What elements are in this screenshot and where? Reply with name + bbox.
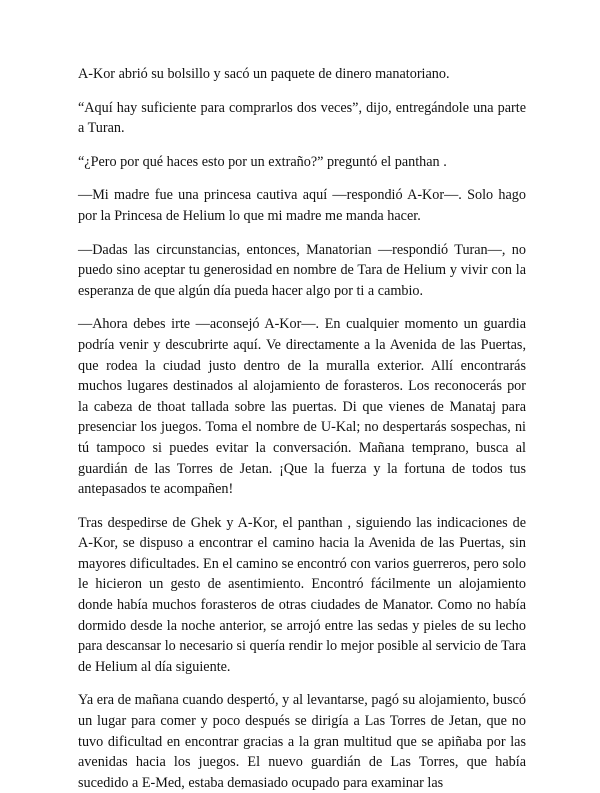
paragraph-7: Tras despedirse de Ghek y A-Kor, el panthan , siguiendo las indicaciones de A-Kor, se dispuso a encontrar el camino hacia la Avenida de las Puertas, sin mayores dificultades. En el camino se encontró con varios guerreros, pero solo le hicieron un gesto de asentimiento. Encontró fácilmente un alojamiento donde había muchos forasteros de otras ciudades de Manator. Como no había dormido desde la noche anterior, se arrojó entre las sedas y pieles de su lecho para descansar lo necesario si quería rendir lo mejor posible al servicio de Tara de Helium al día siguiente. xyxy=(78,514,526,675)
document-page xyxy=(78,64,526,793)
paragraph-6: —Ahora debes irte —aconsejó A-Kor—. En cualquier momento un guardia podría venir y descubrirte aquí. Ve directamente a la Avenida de las Puertas, que rodea la ciudad justo dentro de la muralla exterior. Allí encontrarás muchos lugares destinados al alojamiento de forasteros. Los reconocerás por la cabeza de thoat tallada sobre las puertas. Di que vienes de Manataj para presenciar los juegos. Toma el nombre de U-Kal; no despertarás sospechas, ni tú tampoco si puedes evitar la conversación. Mañana temprano, busca al guardián de las Torres de Jetan. ¡Que la fuerza y la fortuna de todos tus antepasados te acompañen! xyxy=(78,316,526,498)
paragraph-3: “¿Pero por qué haces esto por un extraño?” preguntó el panthan . xyxy=(78,153,447,170)
paragraph-2: “Aquí hay suficiente para comprarlos dos veces”, dijo, entregándole una parte a Turan. xyxy=(78,99,526,137)
paragraph-5: —Dadas las circunstancias, entonces, Manatorian —respondió Turan—, no puedo sino aceptar tu generosidad en nombre de Tara de Helium y vivir con la esperanza de que algún día pueda hacer algo por ti a cambio. xyxy=(78,241,526,299)
paragraph-1: A-Kor abrió su bolsillo y sacó un paquete de dinero manatoriano. xyxy=(78,66,450,82)
paragraph-8: Ya era de mañana cuando despertó, y al levantarse, pagó su alojamiento, buscó un lugar para comer y poco después se dirigía a Las Torres de Jetan, que no tuvo dificultad en encontrar gracias a la gran multitud que se apiñaba por las avenidas hacia los juegos. El nuevo guardián de Las Torres, que había sucedido a E-Med, estaba demasiado ocupado para examinar las xyxy=(78,692,526,791)
paragraph-4: —Mi madre fue una princesa cautiva aquí —respondió A-Kor—. Solo hago por la Princesa de Helium lo que mi madre me manda hacer. xyxy=(78,187,526,224)
